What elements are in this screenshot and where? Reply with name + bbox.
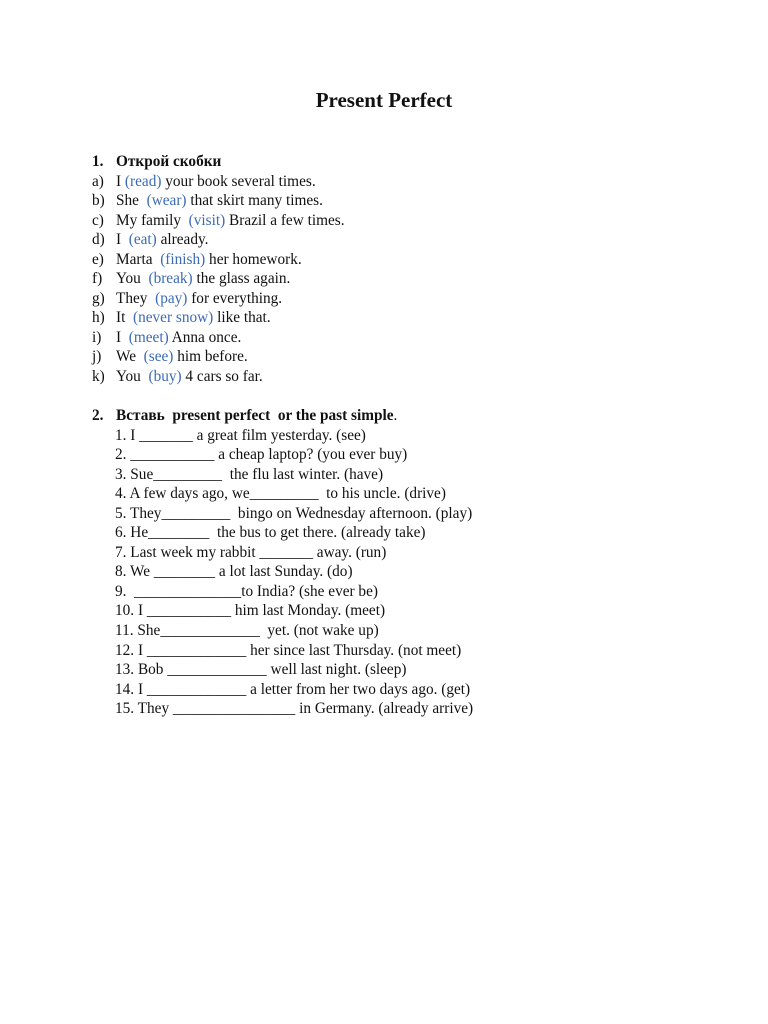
item-text-before: I bbox=[116, 172, 125, 190]
item-letter: e) bbox=[92, 250, 104, 268]
page-title: Present Perfect bbox=[315, 88, 453, 112]
item-text-before: I bbox=[116, 328, 129, 346]
exercise-2-item: 8. We ________ a lot last Sunday. (do) bbox=[115, 563, 353, 581]
item-letter: d) bbox=[92, 231, 105, 249]
exercise-1-item bbox=[92, 308, 345, 328]
exercise-1-item bbox=[92, 269, 345, 289]
exercise-1-item bbox=[92, 289, 345, 309]
item-letter: j) bbox=[92, 348, 102, 366]
exercise-2-item: 5. They_________ bingo on Wednesday afternoon. (play) bbox=[115, 504, 473, 522]
item-text-before: Marta bbox=[116, 250, 161, 268]
exercise-2-item: 12. I _____________ her since last Thursday. (not meet) bbox=[115, 641, 462, 659]
exercise-2-list bbox=[92, 426, 473, 719]
item-verb: (buy) bbox=[148, 368, 182, 386]
exercise-1-heading bbox=[92, 152, 345, 172]
exercise-2-item: 9. ______________to India? (she ever be) bbox=[115, 582, 378, 600]
item-verb: (meet) bbox=[128, 328, 169, 346]
exercise-1-item bbox=[92, 191, 345, 211]
item-text-before: She bbox=[116, 192, 147, 210]
item-text-before: My family bbox=[116, 211, 189, 229]
exercise-2-item: 14. I _____________ a letter from her two days ago. (get) bbox=[115, 680, 471, 698]
exercise-1 bbox=[92, 152, 345, 387]
item-letter: g) bbox=[92, 289, 105, 307]
item-verb: (never snow) bbox=[133, 309, 214, 327]
item-text-before: It bbox=[116, 309, 133, 327]
exercise-2-item: 11. She_____________ yet. (not wake up) bbox=[115, 622, 379, 640]
item-text-before: I bbox=[116, 231, 129, 249]
exercise-1-list bbox=[92, 172, 345, 387]
item-text-after: him before. bbox=[173, 348, 248, 366]
exercise-1-item bbox=[92, 367, 345, 387]
exercise-2-item: 2. ___________ a cheap laptop? (you ever buy) bbox=[115, 446, 408, 464]
item-text-after: for everything. bbox=[187, 289, 283, 307]
exercise-2-item: 6. He________ the bus to get there. (already take) bbox=[115, 524, 426, 542]
item-text-after: Brazil a few times. bbox=[225, 211, 345, 229]
item-letter: f) bbox=[92, 270, 103, 288]
item-letter: b) bbox=[92, 192, 105, 210]
item-text-after: Anna once. bbox=[168, 328, 242, 346]
item-text-after: already. bbox=[156, 231, 209, 249]
item-letter: a) bbox=[92, 172, 104, 190]
item-verb: (break) bbox=[148, 270, 193, 288]
item-verb: (wear) bbox=[146, 192, 187, 210]
exercise-2-item: 10. I ___________ him last Monday. (meet) bbox=[115, 602, 386, 620]
item-letter: h) bbox=[92, 309, 105, 327]
exercise-2-number: 2. bbox=[92, 407, 104, 424]
exercise-2-item: 15. They ________________ in Germany. (already arrive) bbox=[115, 700, 474, 718]
exercise-2-item: 4. A few days ago, we_________ to his uncle. (drive) bbox=[115, 485, 446, 503]
item-verb: (eat) bbox=[128, 231, 157, 249]
item-text-after: that skirt many times. bbox=[186, 192, 323, 210]
item-text-after: your book several times. bbox=[161, 172, 316, 190]
item-verb: (pay) bbox=[155, 289, 188, 307]
exercise-2-heading-period: . bbox=[393, 407, 398, 424]
item-letter: i) bbox=[92, 328, 102, 346]
exercise-2-heading bbox=[92, 406, 473, 426]
exercise-2-item: 1. I _______ a great film yesterday. (see) bbox=[115, 426, 366, 444]
exercise-2-item: 7. Last week my rabbit _______ away. (run) bbox=[115, 543, 387, 561]
exercise-2 bbox=[92, 406, 473, 719]
item-text-before: We bbox=[116, 348, 144, 366]
exercise-1-item bbox=[92, 211, 345, 231]
item-text-after: 4 cars so far. bbox=[181, 368, 263, 386]
item-letter: c) bbox=[92, 211, 104, 229]
item-text-after: her homework. bbox=[205, 250, 302, 268]
exercise-1-item bbox=[92, 328, 345, 348]
item-text-after: the glass again. bbox=[192, 270, 291, 288]
item-text-before: They bbox=[116, 289, 156, 307]
item-verb: (finish) bbox=[160, 250, 206, 268]
item-verb: (read) bbox=[124, 172, 162, 190]
exercise-1-instruction: Открой скобки bbox=[116, 153, 222, 170]
item-verb: (visit) bbox=[188, 211, 226, 229]
item-text-before: You bbox=[116, 368, 149, 386]
item-verb: (see) bbox=[143, 348, 174, 366]
exercise-2-item: 13. Bob _____________ well last night. (sleep) bbox=[115, 661, 407, 679]
exercise-1-number: 1. bbox=[92, 153, 104, 170]
item-text-after: like that. bbox=[213, 309, 271, 327]
exercise-2-item: 3. Sue_________ the flu last winter. (have) bbox=[115, 465, 384, 483]
exercise-2-instruction: Вставь present perfect or the past simple bbox=[116, 407, 394, 424]
exercise-1-item bbox=[92, 250, 345, 270]
item-letter: k) bbox=[92, 368, 105, 386]
exercise-1-item bbox=[92, 230, 345, 250]
exercise-1-item bbox=[92, 172, 345, 192]
item-text-before: You bbox=[116, 270, 149, 288]
exercise-1-item bbox=[92, 347, 345, 367]
